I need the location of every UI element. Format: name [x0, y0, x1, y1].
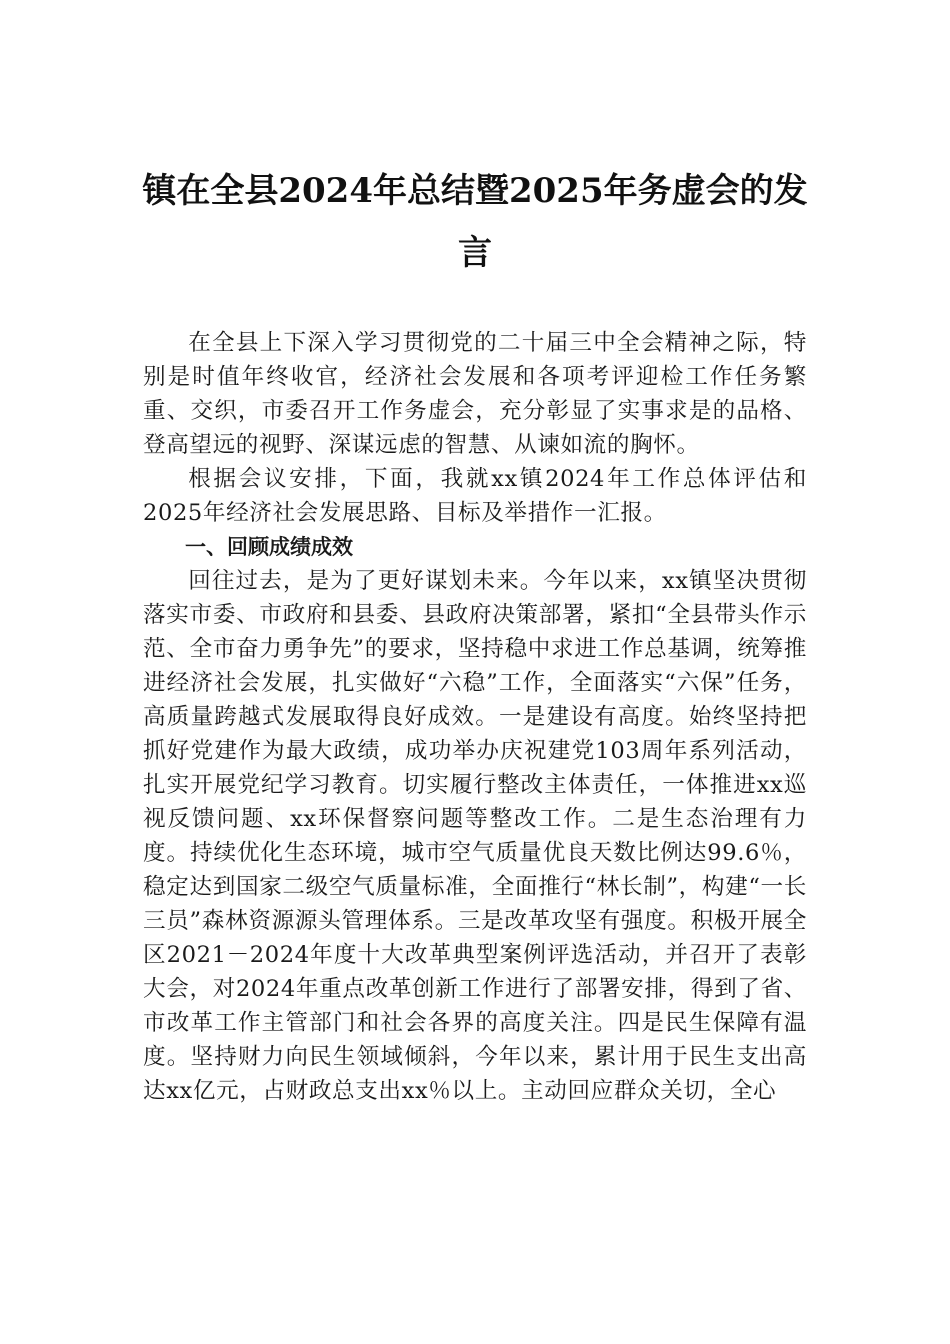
intro-paragraph: 在全县上下深入学习贯彻党的二十届三中全会精神之际，特别是时值年终收官，经济社会发展和各项考评迎检工作任务繁重、交织，市委召开工作务虚会，充分彰显了实事求是的品格、登高望远的视野、深谋远虑的智慧、从谏如流的胸怀。 [143, 330, 807, 458]
section-heading: 一、回顾成绩成效 [185, 535, 353, 559]
document-body [143, 326, 807, 1108]
report-paragraph: 根据会议安排，下面，我就xx镇2024年工作总体评估和2025年经济社会发展思路、目标及举措作一汇报。 [143, 466, 807, 526]
section-paragraph: 回往过去，是为了更好谋划未来。今年以来，xx镇坚决贯彻落实市委、市政府和县委、县政府决策部署，紧扣“全县带头作示范、全市奋力勇争先”的要求，坚持稳中求进工作总基调，统筹推进经济社会发展，扎实做好“六稳”工作，全面落实“六保”任务，高质量跨越式发展取得良好成效。一是建设有高度。始终坚持把抓好党建作为最大政绩，成功举办庆祝建党103周年系列活动，扎实开展党纪学习教育。切实履行整改主体责任，一体推进xx巡视反馈问题、xx环保督察问题等整改工作。二是生态治理有力度。持续优化生态环境，城市空气质量优良天数比例达99.6％，稳定达到国家二级空气质量标准，全面推行“林长制”，构建“一长三员”森林资源源头管理体系。三是改革攻坚有强度。积极开展全区2021－2024年度十大改革典型案例评选活动，并召开了表彰大会，对2024年重点改革创新工作进行了部署安排，得到了省、市改革工作主管部门和社会各界的高度关注。四是民生保障有温度。坚持财力向民生领域倾斜，今年以来，累计用于民生支出高达xx亿元，占财政总支出xx％以上。主动回应群众关切，全心 [143, 568, 807, 1104]
document-title: 镇在全县2024年总结暨2025年务虚会的发言 [142, 171, 808, 273]
